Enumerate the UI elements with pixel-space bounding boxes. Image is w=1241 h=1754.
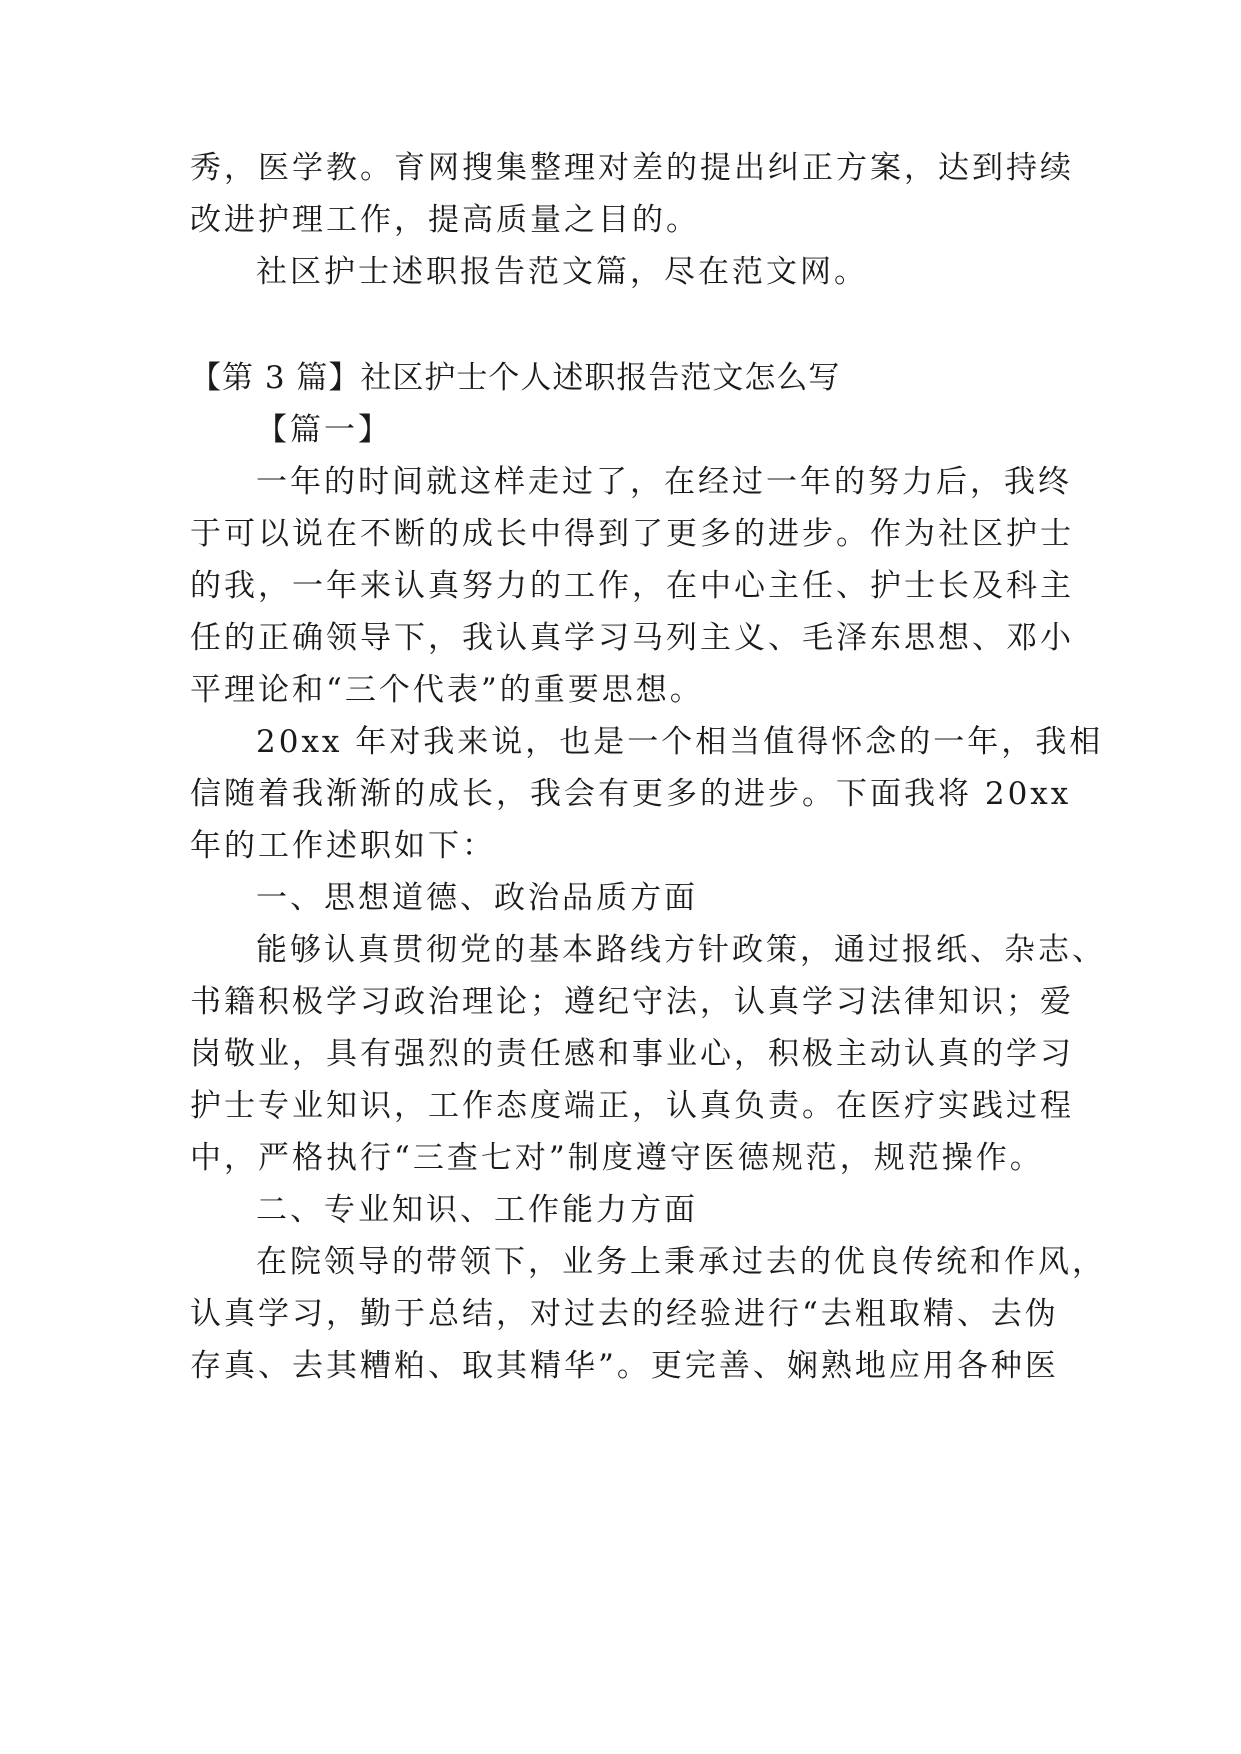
paragraph-line: 护士专业知识，工作态度端正，认真负责。在医疗实践过程 <box>190 1088 1074 1124</box>
paragraph-line: 认真学习，勤于总结，对过去的经验进行“去粗取精、去伪 <box>190 1296 1059 1332</box>
paragraph-line: 能够认真贯彻党的基本路线方针政策，通过报纸、杂志、 <box>256 932 1106 968</box>
paragraph-line: 在院领导的带领下，业务上秉承过去的优良传统和作风， <box>256 1244 1106 1280</box>
paragraph-line: 岗敬业，具有强烈的责任感和事业心，积极主动认真的学习 <box>190 1036 1074 1072</box>
item-heading: 二、专业知识、工作能力方面 <box>256 1192 698 1228</box>
paragraph-line: 年的工作述职如下： <box>190 828 496 864</box>
paragraph-line: 存真、去其糟粕、取其精华”。更完善、娴熟地应用各种医 <box>190 1348 1059 1384</box>
paragraph-line: 平理论和“三个代表”的重要思想。 <box>190 672 704 708</box>
section-heading: 【第 3 篇】社区护士个人述职报告范文怎么写 <box>190 360 841 396</box>
paragraph-line: 书籍积极学习政治理论；遵纪守法，认真学习法律知识；爱 <box>190 984 1074 1020</box>
paragraph-line: 于可以说在不断的成长中得到了更多的进步。作为社区护士 <box>190 516 1074 552</box>
paragraph-line: 的我，一年来认真努力的工作，在中心主任、护士长及科主 <box>190 568 1074 604</box>
paragraph-line: 改进护理工作，提高质量之目的。 <box>190 202 700 238</box>
subsection-heading: 【篇一】 <box>256 412 392 448</box>
paragraph-line: 一年的时间就这样走过了，在经过一年的努力后，我终 <box>256 464 1072 500</box>
paragraph-line: 任的正确领导下，我认真学习马列主义、毛泽东思想、邓小 <box>190 620 1074 656</box>
paragraph-line: 中，严格执行“三查七对”制度遵守医德规范，规范操作。 <box>190 1140 1044 1176</box>
item-heading: 一、思想道德、政治品质方面 <box>256 880 698 916</box>
paragraph-line: 社区护士述职报告范文篇，尽在范文网。 <box>256 254 868 290</box>
paragraph-line: 信随着我渐渐的成长，我会有更多的进步。下面我将 20xx <box>190 776 1072 812</box>
paragraph-line: 20xx 年对我来说，也是一个相当值得怀念的一年，我相 <box>256 724 1104 760</box>
paragraph-line: 秀，医学教。育网搜集整理对差的提出纠正方案，达到持续 <box>190 150 1074 186</box>
